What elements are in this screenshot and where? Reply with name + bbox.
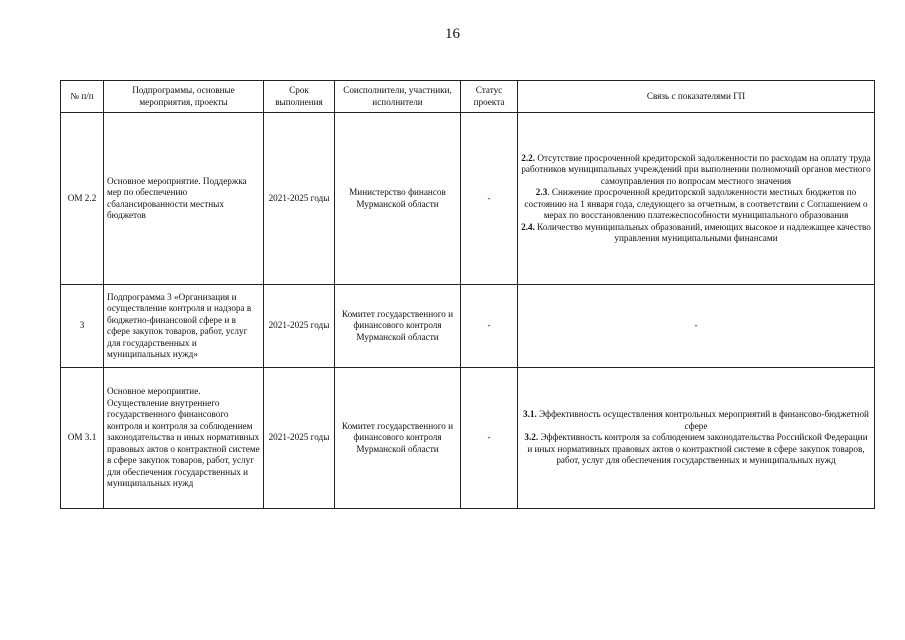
- header-links: Связь с показателями ГП: [518, 81, 875, 113]
- row-executors: Комитет государственного и финансового контроля Мурманской области: [335, 285, 461, 368]
- indicator-link: [521, 432, 871, 467]
- page-number: 16: [445, 26, 460, 42]
- indicator-link: [521, 222, 871, 245]
- row-period: 2021-2025 годы: [264, 113, 335, 285]
- row-period: 2021-2025 годы: [264, 368, 335, 509]
- indicator-code: 2.3: [535, 187, 548, 197]
- row-indicator-links: -: [518, 285, 875, 368]
- indicator-text: Эффективность контроля за соблюдением законодательства Российской Федерации и иных нормативных правовых актов о контрактной системе в сфере закупок товаров, работ, услуг для обеспечения государственных и муниципальных нужд: [527, 432, 868, 466]
- indicator-text: Отсутствие просроченной кредиторской задолженности по расходам на оплату труда работников муниципальных учреждений при выполнении полномочий органов местного самоуправления по вопросам местного значения: [521, 152, 871, 186]
- indicator-link: [521, 187, 871, 222]
- row-indicator-links: [518, 368, 875, 509]
- row-name: Подпрограмма 3 «Организация и осуществление контроля и надзора в бюджетно-финансовой сфере и в сфере закупок товаров, работ, услуг для государственных и муниципальных нужд»: [104, 285, 264, 368]
- program-table: [60, 80, 875, 509]
- row-status: -: [461, 285, 518, 368]
- row-number: ОМ 2.2: [61, 113, 104, 285]
- row-name: Основное мероприятие. Осуществление внутреннего государственного финансового контроля и контроля за соблюдением законодательства и иных нормативных правовых актов о контрактной системе в сфере закупок товаров, работ, услуг для обеспечения государственных и муниципальных нужд: [104, 368, 264, 509]
- header-period: Срок выполнения: [264, 81, 335, 113]
- header-num: № п/п: [61, 81, 104, 113]
- row-executors: Комитет государственного и финансового контроля Мурманской области: [335, 368, 461, 509]
- table-row: [61, 285, 875, 368]
- indicator-code: 3.1.: [523, 409, 537, 420]
- row-name: Основное мероприятие. Поддержка мер по обеспечению сбалансированности местных бюджетов: [104, 113, 264, 285]
- indicator-code: 3.2.: [524, 432, 539, 443]
- row-status: -: [461, 368, 518, 509]
- indicator-link: [521, 409, 871, 432]
- indicator-code: 2.4.: [521, 221, 535, 232]
- row-period: 2021-2025 годы: [264, 285, 335, 368]
- row-number: 3: [61, 285, 104, 368]
- table-header-row: [61, 81, 875, 113]
- indicator-text: Количество муниципальных образований, имеющих высокое и надлежащее качество управления муниципальными финансами: [534, 221, 871, 243]
- indicator-link: [521, 153, 871, 188]
- table-row: [61, 113, 875, 285]
- row-status: -: [461, 113, 518, 285]
- header-status: Статус проекта: [461, 81, 518, 113]
- row-executors: Министерство финансов Мурманской области: [335, 113, 461, 285]
- table-row: [61, 368, 875, 509]
- indicator-code: 2.2.: [521, 152, 536, 163]
- indicator-text: . Снижение просроченной кредиторской задолженности местных бюджетов по состоянию на 1 января года, следующего за отчетным, в соответствии с Соглашением о мерах по восстановлению платежеспособности муниципального образования: [524, 187, 868, 220]
- header-programs: Подпрограммы, основные мероприятия, проекты: [104, 81, 264, 113]
- row-indicator-links: [518, 113, 875, 285]
- header-executors: Соисполнители, участники, исполнители: [335, 81, 461, 113]
- indicator-text: Эффективность осуществления контрольных мероприятий в финансово-бюджетной сфере: [536, 409, 869, 431]
- row-number: ОМ 3.1: [61, 368, 104, 509]
